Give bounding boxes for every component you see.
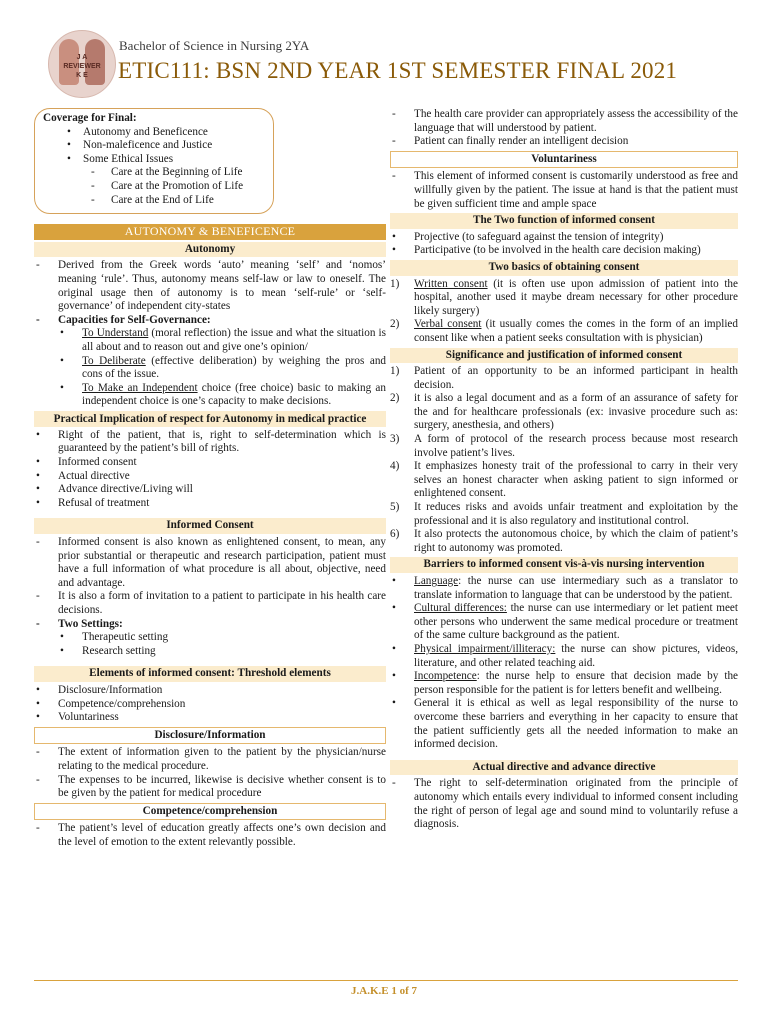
section-heading: Barriers to informed consent vis-à-vis nursing intervention [390,557,738,573]
section-heading: Informed Consent [34,518,386,534]
list-item: • Advance directive/Living will [36,483,193,496]
list-item: - Care at the Promotion of Life [91,179,244,192]
list-item: • Some Ethical Issues [67,152,174,165]
list-item: • Refusal of treatment [36,496,150,509]
page-header [34,22,738,100]
list-item: 1) Written consent (it is often use upon admission of patient into the hospital, another used it maybe dream necessary for other procedure likely surgery) [390,277,738,317]
list-item: • Therapeutic setting [60,631,169,644]
list-item: 6) It also protects the autonomous choice, by which the claim of patient’s right to autonomy was promoted. [390,528,738,554]
list-item: - Care at the End of Life [91,193,214,206]
list-item: - This element of informed consent is customarily understood as free and willfully given by the patient. The issue at hand is that the patient must be given sufficient time and ample space [392,170,738,210]
page-title: ETIC111: BSN 2ND YEAR 1ST SEMESTER FINAL 2021 [118,58,678,83]
section-heading: Elements of informed consent: Threshold elements [34,666,386,682]
list-item: • Research setting [60,644,156,657]
section-banner: AUTONOMY & BENEFICENCE [34,224,386,240]
list-item: • Participative (to be involved in the health care decision making) [392,244,701,257]
section-heading: Actual directive and advance directive [390,760,738,776]
right-column [390,108,738,832]
coverage-title: Coverage for Final: [43,112,137,124]
left-column [34,108,386,850]
section-heading: Voluntariness [390,151,738,169]
footer-divider [34,980,738,981]
list-item: • Non-maleficence and Justice [67,139,213,152]
list-item: 2) Verbal consent (it usually comes the comes in the form of an implied consent like when a patient seeks consultation with is physician) [390,318,738,344]
list-item: - Informed consent is also known as enlightened consent, to mean, any prior substantial or therapeutic and research participation, patient must have a full information of what procedure is all about, objective, need and advantage. [36,536,386,589]
section-heading: Autonomy [34,242,386,258]
list-item: - Care at the Beginning of Life [91,166,243,179]
list-item: • Actual directive [36,469,130,482]
list-item: - Patient can finally render an intelligent decision [392,135,629,148]
list-item: 3) A form of protocol of the research process because most research involve patient’s lives. [390,433,738,459]
section-heading: Practical Implication of respect for Autonomy in medical practice [34,411,386,427]
list-item: 4) It emphasizes honesty trait of the professional to carry in their very selves an honest character when asking patient to sign informed or enlightened consent. [390,460,738,500]
list-item: - The expenses to be incurred, likewise is decisive whether consent is to be given by the patient for medical procedure [36,773,386,800]
section-heading: Significance and justification of informed consent [390,348,738,364]
list-item: • Incompetence: the nurse help to ensure that decision made by the person responsible for the patient is for letters benefit and wellbeing. [392,670,738,696]
list-item: - The patient’s level of education greatly affects one’s own decision and the level of emotion to the extent relevantly possible. [36,822,386,848]
list-item: 5) It reduces risks and avoids unfair treatment and exploitation by the professional and it is also regulatory and institutional control. [390,501,738,527]
list-item: - It is also a form of invitation to a patient to participate in his health care decisions. [36,590,386,616]
list-item: • Competence/comprehension [36,697,186,710]
list-item: • Voluntariness [36,711,119,724]
list-item: - Derived from the Greek words ‘auto’ meaning ‘self’ and ‘nomos’ meaning ‘rule’. Thus, autonomy means self-law or law to oneself. The original usage then of autonomy is to mean ‘self-rule’ or ‘self-governance’ of independent city-states [36,259,386,313]
page-footer: J.A.K.E 1 of 7 [351,985,417,997]
list-item: • General it is ethical as well as legal responsibility of the nurse to overcome these barriers and everything in her capacity to ensure that the patient sufficiently gets all the needed information to make an informed decision. [392,697,738,751]
list-item: • Right of the patient, that is, right to self-determination which is guaranteed by the patient’s bill of rights. [36,428,386,455]
list-item: - Capacities for Self-Governance: [36,313,211,326]
list-item: • Cultural differences: the nurse can use intermediary or let patient meet other persons who underwent the same medical procedure or treatment of the same culture background as the patient. [392,602,738,642]
list-item: • Autonomy and Beneficence [67,125,208,138]
list-item: • To Understand (moral reflection) the issue and what the situation is all about and to reason out and give one’s opinion/ [60,327,386,353]
list-item: • Informed consent [36,456,137,469]
list-item: - The health care provider can appropriately assess the accessibility of the language that will understood by patient. [392,108,738,134]
section-heading: The Two function of informed consent [390,213,738,229]
list-item: • Disclosure/Information [36,683,163,696]
reviewer-logo: J A REVIEWER K E [48,30,116,98]
list-item: • Projective (to safeguard against the tension of integrity) [392,230,664,243]
list-item: 1) Patient of an opportunity to be an informed participant in health decision. [390,365,738,391]
section-heading: Competence/comprehension [34,803,386,821]
section-heading: Disclosure/Information [34,727,386,745]
list-item: • Physical impairment/illiteracy: the nurse can show pictures, videos, literature, and other related teaching aid. [392,642,738,669]
list-item: - The right to self-determination originated from the principle of autonomy which entails every individual to informed consent including the right of person of legal age and sound mind to voluntarily refuse a diagnosis. [392,777,738,831]
list-item: • To Deliberate (effective deliberation) by weighing the pros and cons of the issue. [60,354,387,381]
list-item: - The extent of information given to the patient by the physician/nurse relating to the medical procedure. [36,746,386,772]
coverage-box [34,108,274,214]
list-item: • Language: the nurse can use intermediary such as a translator to translate information to language that can be understood by the patient. [392,575,738,601]
list-item: 2) it is also a legal document and as a form of an assurance of safety for the and for healthcare professionals (ex: invasive procedure such as: surgery, anesthesia, and others) [390,392,738,432]
section-heading: Two basics of obtaining consent [390,260,738,276]
list-item: • To Make an Independent choice (free choice) basic to making an independent choice is one’s capacity to make decisions. [60,381,386,408]
course-subtitle: Bachelor of Science in Nursing 2YA [119,38,310,53]
list-item: - Two Settings: [36,617,123,630]
